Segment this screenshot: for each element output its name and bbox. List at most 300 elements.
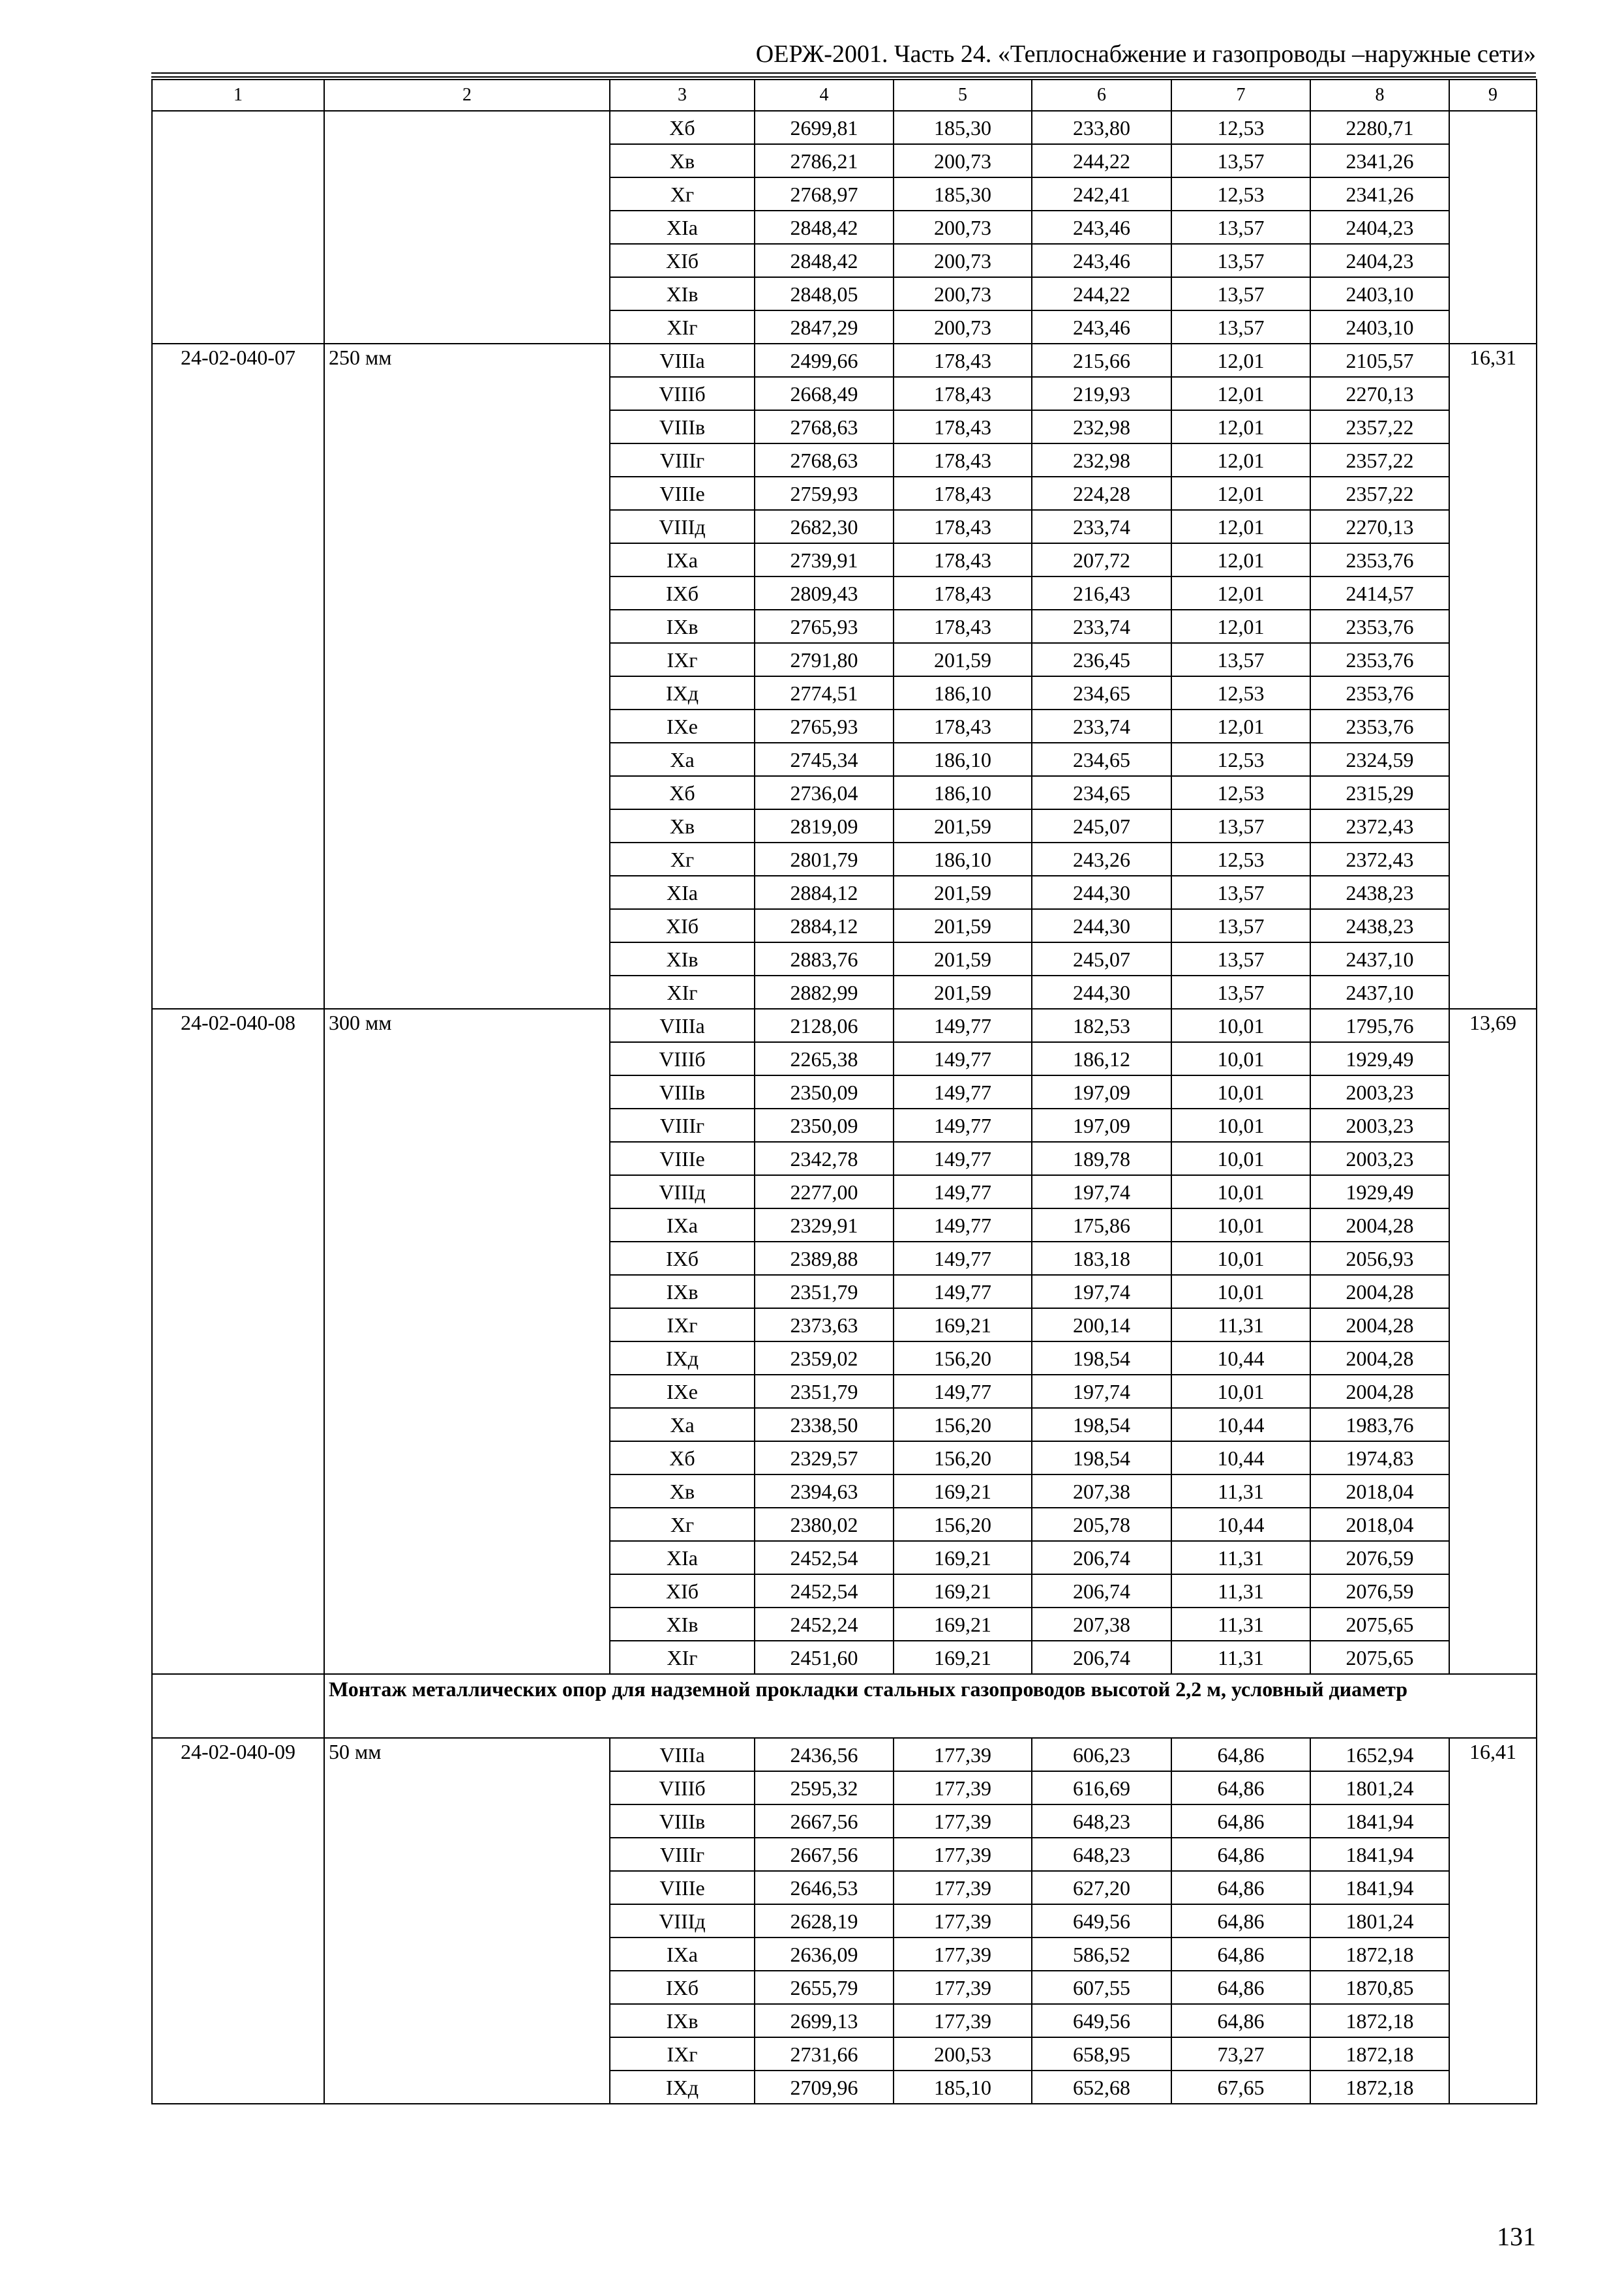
total-cost-cell: 2451,60	[755, 1641, 894, 1674]
zone-cell: Хг	[610, 177, 755, 211]
driver-wages-cell: 10,44	[1171, 1441, 1310, 1474]
driver-wages-cell: 10,01	[1171, 1275, 1310, 1308]
machines-cost-cell: 658,95	[1032, 2037, 1171, 2071]
total-cost-cell: 2338,50	[755, 1408, 894, 1441]
zone-cell: VIIIг	[610, 1838, 755, 1871]
total-cost-cell: 2882,99	[755, 976, 894, 1009]
diameter-cell: 50 мм	[324, 1738, 610, 2104]
table-row	[152, 1009, 1537, 1042]
total-cost-cell: 2668,49	[755, 377, 894, 410]
total-cost-cell: 2699,13	[755, 2004, 894, 2037]
total-cost-cell: 2667,56	[755, 1804, 894, 1838]
driver-wages-cell: 10,01	[1171, 1375, 1310, 1408]
labor-cost-cell: 16,31	[1449, 344, 1537, 1009]
machines-cost-cell: 243,46	[1032, 211, 1171, 244]
driver-wages-cell: 12,01	[1171, 710, 1310, 743]
materials-cell: 2076,59	[1310, 1574, 1449, 1608]
machines-cost-cell: 206,74	[1032, 1574, 1171, 1608]
driver-wages-cell: 12,01	[1171, 344, 1310, 377]
machines-cost-cell: 233,74	[1032, 510, 1171, 543]
wages-cell: 178,43	[894, 543, 1032, 576]
wages-cell: 178,43	[894, 510, 1032, 543]
zone-cell: VIIIб	[610, 1042, 755, 1075]
driver-wages-cell: 10,01	[1171, 1075, 1310, 1109]
materials-cell: 2018,04	[1310, 1474, 1449, 1508]
total-cost-cell: 2265,38	[755, 1042, 894, 1075]
materials-cell: 2076,59	[1310, 1541, 1449, 1574]
zone-cell: Хб	[610, 776, 755, 809]
driver-wages-cell: 64,86	[1171, 1738, 1310, 1771]
driver-wages-cell: 13,57	[1171, 310, 1310, 344]
table-row	[152, 344, 1537, 377]
materials-cell: 2404,23	[1310, 244, 1449, 277]
materials-cell: 2414,57	[1310, 576, 1449, 610]
machines-cost-cell: 189,78	[1032, 1142, 1171, 1175]
column-number-cell: 4	[755, 80, 894, 111]
materials-cell: 1929,49	[1310, 1042, 1449, 1075]
wages-cell: 177,39	[894, 1838, 1032, 1871]
machines-cost-cell: 197,74	[1032, 1175, 1171, 1208]
wages-cell: 178,43	[894, 710, 1032, 743]
wages-cell: 200,73	[894, 310, 1032, 344]
wages-cell: 178,43	[894, 443, 1032, 477]
total-cost-cell: 2277,00	[755, 1175, 894, 1208]
wages-cell: 201,59	[894, 976, 1032, 1009]
wages-cell: 178,43	[894, 477, 1032, 510]
total-cost-cell: 2883,76	[755, 942, 894, 976]
machines-cost-cell: 215,66	[1032, 344, 1171, 377]
zone-cell: VIIIа	[610, 344, 755, 377]
wages-cell: 200,73	[894, 277, 1032, 310]
total-cost-cell: 2380,02	[755, 1508, 894, 1541]
diameter-cell	[324, 111, 610, 344]
driver-wages-cell: 12,01	[1171, 576, 1310, 610]
wages-cell: 186,10	[894, 743, 1032, 776]
materials-cell: 1872,18	[1310, 2037, 1449, 2071]
machines-cost-cell: 197,09	[1032, 1075, 1171, 1109]
materials-cell: 2004,28	[1310, 1208, 1449, 1242]
materials-cell: 1801,24	[1310, 1771, 1449, 1804]
rate-code-cell: 24-02-040-09	[152, 1738, 324, 2104]
zone-cell: XIб	[610, 909, 755, 942]
labor-cost-cell	[1449, 111, 1537, 344]
wages-cell: 200,73	[894, 144, 1032, 177]
total-cost-cell: 2329,57	[755, 1441, 894, 1474]
materials-cell: 2357,22	[1310, 443, 1449, 477]
section-empty-cell	[152, 1674, 324, 1738]
driver-wages-cell: 12,53	[1171, 676, 1310, 710]
driver-wages-cell: 64,86	[1171, 2004, 1310, 2037]
zone-cell: IXв	[610, 1275, 755, 1308]
driver-wages-cell: 11,31	[1171, 1541, 1310, 1574]
driver-wages-cell: 10,01	[1171, 1042, 1310, 1075]
zone-cell: IXб	[610, 576, 755, 610]
zone-cell: VIIIд	[610, 1904, 755, 1937]
machines-cost-cell: 244,22	[1032, 144, 1171, 177]
wages-cell: 156,20	[894, 1408, 1032, 1441]
total-cost-cell: 2452,24	[755, 1608, 894, 1641]
zone-cell: Ха	[610, 1408, 755, 1441]
materials-cell: 1801,24	[1310, 1904, 1449, 1937]
machines-cost-cell: 234,65	[1032, 676, 1171, 710]
wages-cell: 177,39	[894, 1904, 1032, 1937]
machines-cost-cell: 197,74	[1032, 1275, 1171, 1308]
driver-wages-cell: 13,57	[1171, 976, 1310, 1009]
materials-cell: 2353,76	[1310, 676, 1449, 710]
zone-cell: Хг	[610, 843, 755, 876]
wages-cell: 169,21	[894, 1541, 1032, 1574]
driver-wages-cell: 10,44	[1171, 1408, 1310, 1441]
materials-cell: 2437,10	[1310, 942, 1449, 976]
wages-cell: 177,39	[894, 2004, 1032, 2037]
materials-cell: 2372,43	[1310, 843, 1449, 876]
materials-cell: 2353,76	[1310, 643, 1449, 676]
wages-cell: 200,73	[894, 244, 1032, 277]
column-number-row	[152, 80, 1537, 111]
driver-wages-cell: 12,53	[1171, 843, 1310, 876]
wages-cell: 201,59	[894, 909, 1032, 942]
driver-wages-cell: 11,31	[1171, 1641, 1310, 1674]
machines-cost-cell: 207,38	[1032, 1608, 1171, 1641]
wages-cell: 169,21	[894, 1641, 1032, 1674]
total-cost-cell: 2499,66	[755, 344, 894, 377]
wages-cell: 178,43	[894, 344, 1032, 377]
driver-wages-cell: 10,44	[1171, 1508, 1310, 1541]
total-cost-cell: 2786,21	[755, 144, 894, 177]
materials-cell: 1872,18	[1310, 1937, 1449, 1971]
materials-cell: 2353,76	[1310, 543, 1449, 576]
zone-cell: XIг	[610, 1641, 755, 1674]
driver-wages-cell: 10,01	[1171, 1142, 1310, 1175]
machines-cost-cell: 232,98	[1032, 443, 1171, 477]
driver-wages-cell: 11,31	[1171, 1608, 1310, 1641]
driver-wages-cell: 13,57	[1171, 144, 1310, 177]
rate-code-cell: 24-02-040-07	[152, 344, 324, 1009]
machines-cost-cell: 243,46	[1032, 244, 1171, 277]
wages-cell: 201,59	[894, 643, 1032, 676]
wages-cell: 185,30	[894, 177, 1032, 211]
machines-cost-cell: 236,45	[1032, 643, 1171, 676]
column-number-cell: 2	[324, 80, 610, 111]
column-number-cell: 5	[894, 80, 1032, 111]
wages-cell: 201,59	[894, 809, 1032, 843]
driver-wages-cell: 13,57	[1171, 809, 1310, 843]
wages-cell: 186,10	[894, 776, 1032, 809]
machines-cost-cell: 244,30	[1032, 909, 1171, 942]
materials-cell: 2004,28	[1310, 1341, 1449, 1375]
machines-cost-cell: 245,07	[1032, 942, 1171, 976]
driver-wages-cell: 12,01	[1171, 543, 1310, 576]
rate-code-cell: 24-02-040-08	[152, 1009, 324, 1674]
total-cost-cell: 2595,32	[755, 1771, 894, 1804]
total-cost-cell: 2848,05	[755, 277, 894, 310]
driver-wages-cell: 12,01	[1171, 610, 1310, 643]
machines-cost-cell: 186,12	[1032, 1042, 1171, 1075]
machines-cost-cell: 219,93	[1032, 377, 1171, 410]
wages-cell: 177,39	[894, 1937, 1032, 1971]
total-cost-cell: 2351,79	[755, 1275, 894, 1308]
driver-wages-cell: 12,53	[1171, 111, 1310, 144]
total-cost-cell: 2848,42	[755, 211, 894, 244]
total-cost-cell: 2452,54	[755, 1574, 894, 1608]
driver-wages-cell: 64,86	[1171, 1871, 1310, 1904]
driver-wages-cell: 12,53	[1171, 743, 1310, 776]
machines-cost-cell: 607,55	[1032, 1971, 1171, 2004]
wages-cell: 185,10	[894, 2071, 1032, 2104]
machines-cost-cell: 233,80	[1032, 111, 1171, 144]
total-cost-cell: 2768,63	[755, 410, 894, 443]
table-body	[152, 80, 1537, 2104]
machines-cost-cell: 586,52	[1032, 1937, 1171, 1971]
driver-wages-cell: 12,01	[1171, 510, 1310, 543]
materials-cell: 2372,43	[1310, 809, 1449, 843]
driver-wages-cell: 13,57	[1171, 277, 1310, 310]
machines-cost-cell: 183,18	[1032, 1242, 1171, 1275]
driver-wages-cell: 10,01	[1171, 1208, 1310, 1242]
total-cost-cell: 2768,97	[755, 177, 894, 211]
wages-cell: 149,77	[894, 1109, 1032, 1142]
total-cost-cell: 2350,09	[755, 1075, 894, 1109]
driver-wages-cell: 13,57	[1171, 211, 1310, 244]
zone-cell: XIг	[610, 310, 755, 344]
materials-cell: 1841,94	[1310, 1838, 1449, 1871]
materials-cell: 1795,76	[1310, 1009, 1449, 1042]
labor-cost-cell: 16,41	[1449, 1738, 1537, 2104]
wages-cell: 200,73	[894, 211, 1032, 244]
materials-cell: 2003,23	[1310, 1142, 1449, 1175]
total-cost-cell: 2731,66	[755, 2037, 894, 2071]
zone-cell: XIв	[610, 1608, 755, 1641]
total-cost-cell: 2768,63	[755, 443, 894, 477]
materials-cell: 2003,23	[1310, 1075, 1449, 1109]
total-cost-cell: 2819,09	[755, 809, 894, 843]
zone-cell: VIIIд	[610, 510, 755, 543]
materials-cell: 2437,10	[1310, 976, 1449, 1009]
total-cost-cell: 2801,79	[755, 843, 894, 876]
header-rule	[151, 72, 1536, 74]
materials-cell: 1929,49	[1310, 1175, 1449, 1208]
machines-cost-cell: 175,86	[1032, 1208, 1171, 1242]
driver-wages-cell: 13,57	[1171, 643, 1310, 676]
driver-wages-cell: 10,44	[1171, 1341, 1310, 1375]
zone-cell: IXа	[610, 1208, 755, 1242]
machines-cost-cell: 200,14	[1032, 1308, 1171, 1341]
diameter-cell: 250 мм	[324, 344, 610, 1009]
zone-cell: Хг	[610, 1508, 755, 1541]
driver-wages-cell: 13,57	[1171, 909, 1310, 942]
wages-cell: 185,30	[894, 111, 1032, 144]
materials-cell: 1841,94	[1310, 1871, 1449, 1904]
wages-cell: 156,20	[894, 1341, 1032, 1375]
zone-cell: IXе	[610, 1375, 755, 1408]
total-cost-cell: 2848,42	[755, 244, 894, 277]
wages-cell: 156,20	[894, 1441, 1032, 1474]
zone-cell: VIIIв	[610, 1804, 755, 1838]
materials-cell: 2018,04	[1310, 1508, 1449, 1541]
machines-cost-cell: 649,56	[1032, 2004, 1171, 2037]
section-title: Монтаж металлических опор для надземной прокладки стальных газопроводов высотой 2,2 м, условный диаметр	[324, 1674, 1537, 1738]
zone-cell: Хв	[610, 1474, 755, 1508]
wages-cell: 149,77	[894, 1042, 1032, 1075]
zone-cell: VIIIг	[610, 1109, 755, 1142]
materials-cell: 2341,26	[1310, 177, 1449, 211]
total-cost-cell: 2759,93	[755, 477, 894, 510]
machines-cost-cell: 616,69	[1032, 1771, 1171, 1804]
wages-cell: 149,77	[894, 1208, 1032, 1242]
column-number-cell: 6	[1032, 80, 1171, 111]
driver-wages-cell: 10,01	[1171, 1009, 1310, 1042]
wages-cell: 178,43	[894, 377, 1032, 410]
wages-cell: 200,53	[894, 2037, 1032, 2071]
zone-cell: IXб	[610, 1242, 755, 1275]
materials-cell: 2438,23	[1310, 876, 1449, 909]
zone-cell: XIб	[610, 244, 755, 277]
total-cost-cell: 2774,51	[755, 676, 894, 710]
driver-wages-cell: 13,57	[1171, 942, 1310, 976]
materials-cell: 2004,28	[1310, 1375, 1449, 1408]
driver-wages-cell: 13,57	[1171, 244, 1310, 277]
machines-cost-cell: 244,30	[1032, 876, 1171, 909]
machines-cost-cell: 198,54	[1032, 1408, 1171, 1441]
zone-cell: XIв	[610, 277, 755, 310]
table-row	[152, 1738, 1537, 1771]
zone-cell: VIIIв	[610, 410, 755, 443]
wages-cell: 149,77	[894, 1242, 1032, 1275]
zone-cell: IXа	[610, 1937, 755, 1971]
materials-cell: 2324,59	[1310, 743, 1449, 776]
total-cost-cell: 2359,02	[755, 1341, 894, 1375]
machines-cost-cell: 182,53	[1032, 1009, 1171, 1042]
zone-cell: VIIIе	[610, 1142, 755, 1175]
machines-cost-cell: 606,23	[1032, 1738, 1171, 1771]
driver-wages-cell: 11,31	[1171, 1574, 1310, 1608]
wages-cell: 178,43	[894, 610, 1032, 643]
zone-cell: IXе	[610, 710, 755, 743]
total-cost-cell: 2350,09	[755, 1109, 894, 1142]
total-cost-cell: 2847,29	[755, 310, 894, 344]
zone-cell: Хв	[610, 809, 755, 843]
zone-cell: XIа	[610, 1541, 755, 1574]
wages-cell: 149,77	[894, 1142, 1032, 1175]
wages-cell: 178,43	[894, 410, 1032, 443]
driver-wages-cell: 12,01	[1171, 477, 1310, 510]
driver-wages-cell: 10,01	[1171, 1242, 1310, 1275]
machines-cost-cell: 648,23	[1032, 1838, 1171, 1871]
total-cost-cell: 2791,80	[755, 643, 894, 676]
zone-cell: XIг	[610, 976, 755, 1009]
total-cost-cell: 2373,63	[755, 1308, 894, 1341]
driver-wages-cell: 64,86	[1171, 1937, 1310, 1971]
materials-cell: 2341,26	[1310, 144, 1449, 177]
materials-cell: 1974,83	[1310, 1441, 1449, 1474]
total-cost-cell: 2682,30	[755, 510, 894, 543]
wages-cell: 177,39	[894, 1804, 1032, 1838]
materials-cell: 2315,29	[1310, 776, 1449, 809]
column-number-cell: 1	[152, 80, 324, 111]
wages-cell: 156,20	[894, 1508, 1032, 1541]
machines-cost-cell: 627,20	[1032, 1871, 1171, 1904]
materials-cell: 2280,71	[1310, 111, 1449, 144]
machines-cost-cell: 245,07	[1032, 809, 1171, 843]
table-row	[152, 111, 1537, 144]
total-cost-cell: 2342,78	[755, 1142, 894, 1175]
zone-cell: IXг	[610, 643, 755, 676]
driver-wages-cell: 67,65	[1171, 2071, 1310, 2104]
driver-wages-cell: 13,57	[1171, 876, 1310, 909]
materials-cell: 2404,23	[1310, 211, 1449, 244]
wages-cell: 177,39	[894, 1771, 1032, 1804]
zone-cell: Ха	[610, 743, 755, 776]
machines-cost-cell: 207,72	[1032, 543, 1171, 576]
zone-cell: VIIIа	[610, 1738, 755, 1771]
materials-cell: 2438,23	[1310, 909, 1449, 942]
materials-cell: 2056,93	[1310, 1242, 1449, 1275]
column-number-cell: 3	[610, 80, 755, 111]
zone-cell: IXа	[610, 543, 755, 576]
wages-cell: 169,21	[894, 1574, 1032, 1608]
section-title-row	[152, 1674, 1537, 1738]
wages-cell: 149,77	[894, 1175, 1032, 1208]
materials-cell: 2105,57	[1310, 344, 1449, 377]
machines-cost-cell: 243,46	[1032, 310, 1171, 344]
driver-wages-cell: 64,86	[1171, 1971, 1310, 2004]
materials-cell: 2004,28	[1310, 1275, 1449, 1308]
total-cost-cell: 2452,54	[755, 1541, 894, 1574]
total-cost-cell: 2736,04	[755, 776, 894, 809]
labor-cost-cell: 13,69	[1449, 1009, 1537, 1674]
zone-cell: XIв	[610, 942, 755, 976]
rate-code-cell	[152, 111, 324, 344]
machines-cost-cell: 233,74	[1032, 710, 1171, 743]
driver-wages-cell: 73,27	[1171, 2037, 1310, 2071]
materials-cell: 2357,22	[1310, 477, 1449, 510]
page-header-title: ОЕРЖ-2001. Часть 24. «Теплоснабжение и газопроводы –наружные сети»	[755, 40, 1536, 68]
zone-cell: XIа	[610, 211, 755, 244]
driver-wages-cell: 64,86	[1171, 1904, 1310, 1937]
wages-cell: 169,21	[894, 1474, 1032, 1508]
total-cost-cell: 2394,63	[755, 1474, 894, 1508]
machines-cost-cell: 234,65	[1032, 776, 1171, 809]
wages-cell: 178,43	[894, 576, 1032, 610]
wages-cell: 177,39	[894, 1971, 1032, 2004]
zone-cell: VIIIе	[610, 477, 755, 510]
zone-cell: VIIIб	[610, 377, 755, 410]
zone-cell: IXв	[610, 610, 755, 643]
zone-cell: IXг	[610, 2037, 755, 2071]
wages-cell: 149,77	[894, 1075, 1032, 1109]
total-cost-cell: 2765,93	[755, 710, 894, 743]
driver-wages-cell: 12,01	[1171, 443, 1310, 477]
machines-cost-cell: 244,30	[1032, 976, 1171, 1009]
wages-cell: 201,59	[894, 942, 1032, 976]
zone-cell: VIIIе	[610, 1871, 755, 1904]
materials-cell: 1872,18	[1310, 2071, 1449, 2104]
zone-cell: VIIIв	[610, 1075, 755, 1109]
materials-cell: 2004,28	[1310, 1308, 1449, 1341]
price-table	[151, 79, 1537, 2104]
materials-cell: 2403,10	[1310, 310, 1449, 344]
driver-wages-cell: 10,01	[1171, 1109, 1310, 1142]
zone-cell: Хв	[610, 144, 755, 177]
machines-cost-cell: 206,74	[1032, 1541, 1171, 1574]
zone-cell: VIIIд	[610, 1175, 755, 1208]
machines-cost-cell: 242,41	[1032, 177, 1171, 211]
total-cost-cell: 2351,79	[755, 1375, 894, 1408]
driver-wages-cell: 12,01	[1171, 377, 1310, 410]
machines-cost-cell: 243,26	[1032, 843, 1171, 876]
machines-cost-cell: 197,09	[1032, 1109, 1171, 1142]
total-cost-cell: 2628,19	[755, 1904, 894, 1937]
